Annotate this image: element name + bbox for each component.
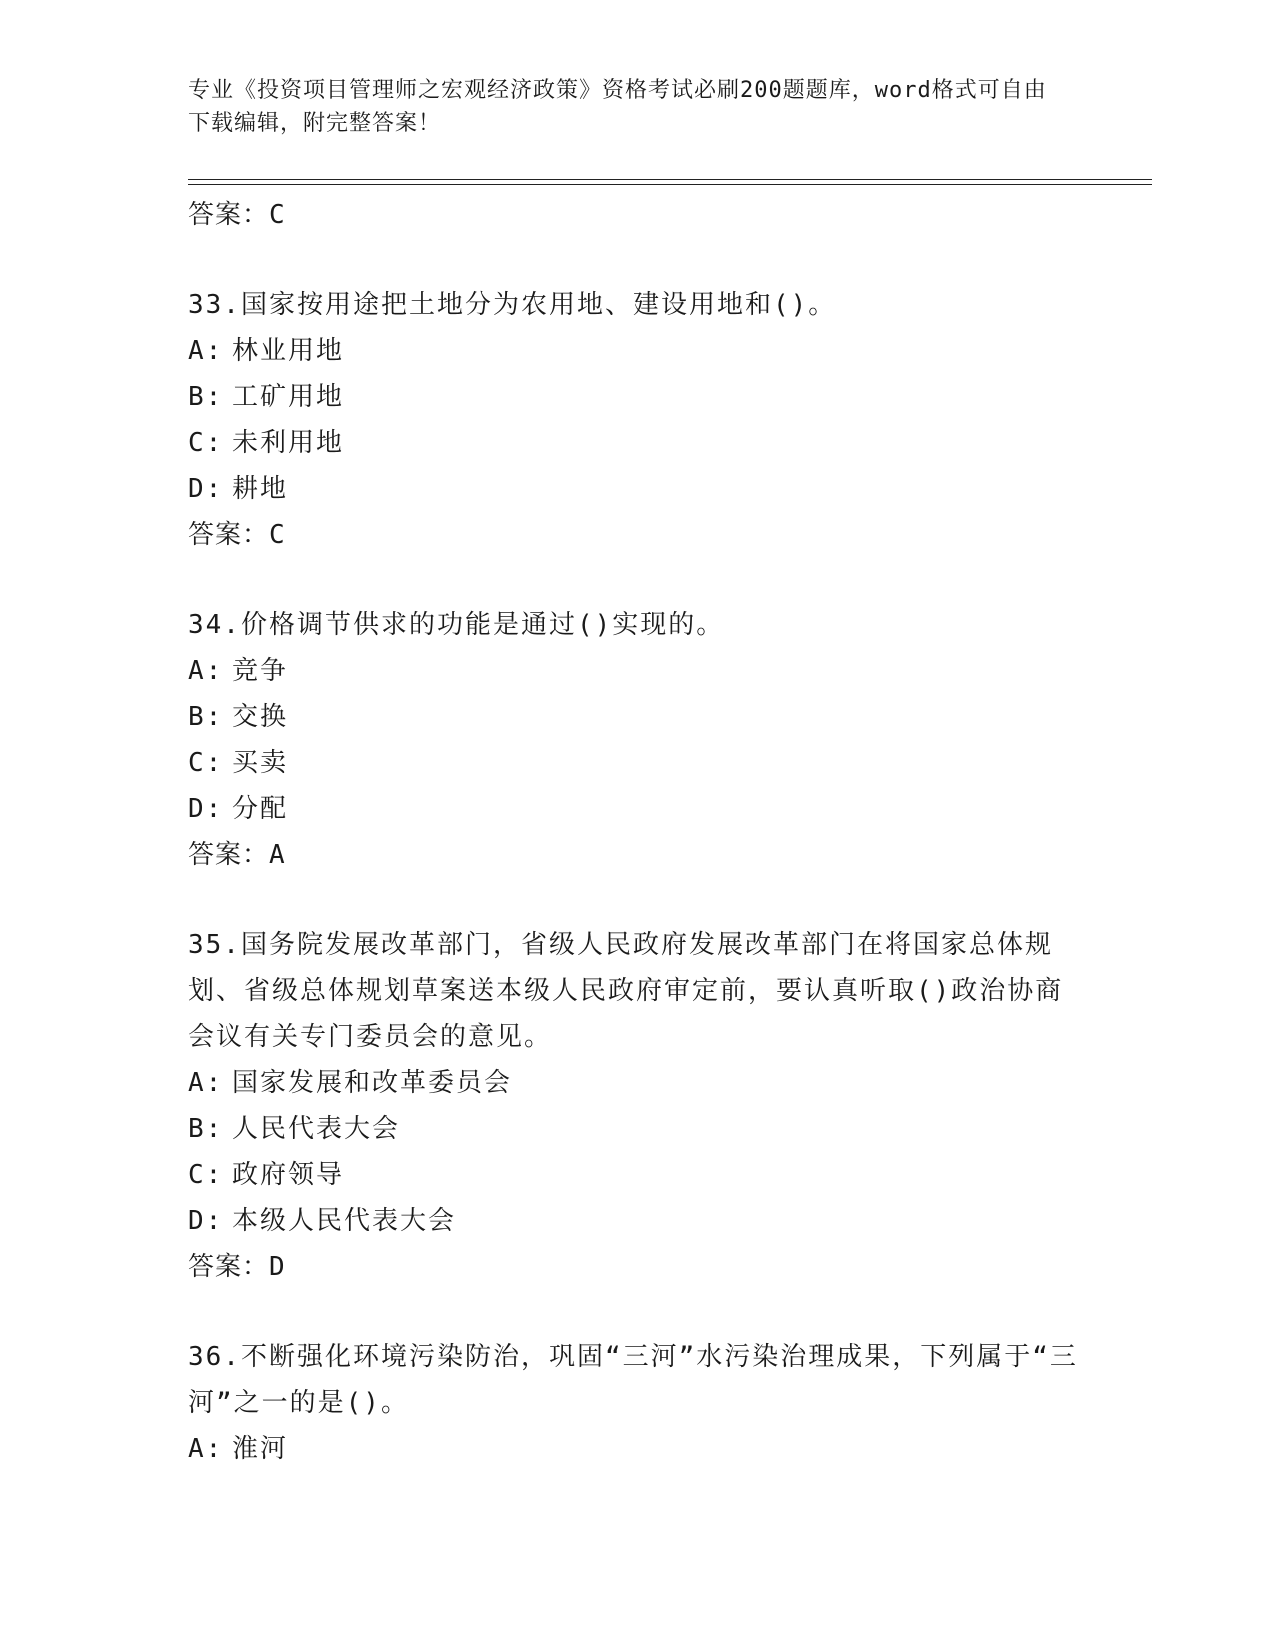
option-c: [188, 740, 1088, 786]
answer-line: 答案：C: [188, 520, 286, 550]
option-letter: D:: [188, 474, 224, 504]
option-text: 本级人民代表大会: [232, 1206, 457, 1236]
option-text: 工矿用地: [232, 382, 345, 412]
header-divider-top: [188, 179, 1152, 180]
option-d: [188, 1198, 1088, 1244]
option-letter: A:: [188, 656, 224, 686]
option-text: 政府领导: [232, 1160, 345, 1190]
option-a: [188, 328, 1088, 374]
option-b: [188, 374, 1088, 420]
option-text: 国家发展和改革委员会: [232, 1068, 513, 1098]
question-block: [188, 1334, 1088, 1472]
option-text: 竞争: [232, 656, 289, 686]
option-b: [188, 694, 1088, 740]
option-letter: B:: [188, 702, 224, 732]
question-block: [188, 282, 1088, 558]
option-letter: B:: [188, 382, 224, 412]
option-text: 人民代表大会: [232, 1114, 401, 1144]
answer-line: 答案：A: [188, 840, 286, 870]
option-text: 未利用地: [232, 428, 345, 458]
question-block: [188, 922, 1088, 1290]
option-letter: A:: [188, 1068, 224, 1098]
option-d: [188, 466, 1088, 512]
option-a: [188, 1060, 1088, 1106]
option-letter: A:: [188, 336, 224, 366]
option-letter: C:: [188, 1160, 224, 1190]
option-d: [188, 786, 1088, 832]
option-letter: C:: [188, 748, 224, 778]
option-text: 耕地: [232, 474, 289, 504]
option-letter: C:: [188, 428, 224, 458]
option-text: 淮河: [232, 1434, 289, 1464]
option-c: [188, 1152, 1088, 1198]
option-letter: D:: [188, 794, 224, 824]
option-text: 分配: [232, 794, 289, 824]
option-text: 交换: [232, 702, 289, 732]
question-content: [188, 192, 1088, 1472]
question-text: 35.国务院发展改革部门，省级人民政府发展改革部门在将国家总体规划、省级总体规划草案送本级人民政府审定前，要认真听取()政治协商会议有关专门委员会的意见。: [188, 930, 1064, 1052]
option-b: [188, 1106, 1088, 1152]
question-text: 33.国家按用途把土地分为农用地、建设用地和()。: [188, 290, 837, 320]
answer-line: 答案：C: [188, 200, 286, 230]
option-a: [188, 648, 1088, 694]
option-c: [188, 420, 1088, 466]
answer-line: 答案：D: [188, 1252, 286, 1282]
option-letter: B:: [188, 1114, 224, 1144]
question-text: 36.不断强化环境污染防治，巩固“三河”水污染治理成果，下列属于“三河”之一的是()。: [188, 1342, 1078, 1418]
option-letter: D:: [188, 1206, 224, 1236]
option-text: 买卖: [232, 748, 289, 778]
page-header: 专业《投资项目管理师之宏观经济政策》资格考试必刷200题题库，word格式可自由下载编辑，附完整答案！: [188, 78, 1047, 136]
question-block: [188, 602, 1088, 878]
option-a: [188, 1426, 1088, 1472]
option-letter: A:: [188, 1434, 224, 1464]
option-text: 林业用地: [232, 336, 345, 366]
question-text: 34.价格调节供求的功能是通过()实现的。: [188, 610, 725, 640]
header-divider-bottom: [188, 184, 1152, 185]
